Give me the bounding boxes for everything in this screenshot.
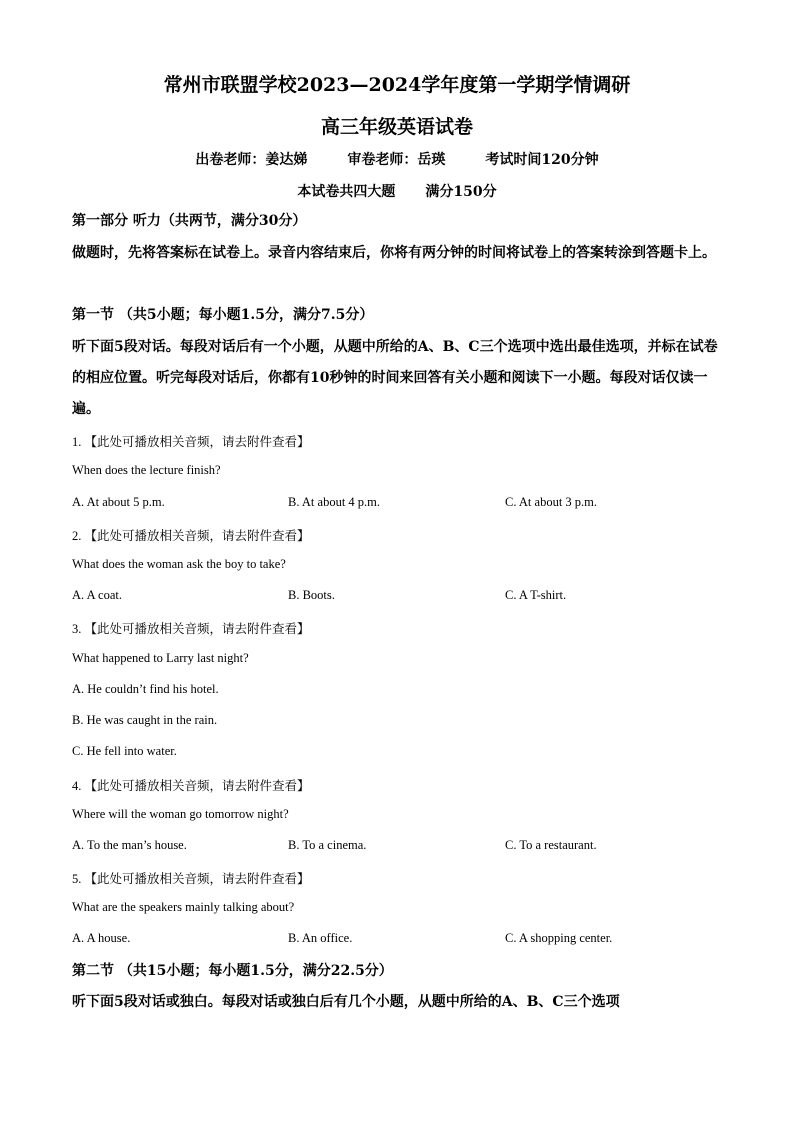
section2-instructions: 听下面5段对话或独白。每段对话或独白后有几个小题，从题中所给的A、B、C三个选项 — [72, 994, 620, 1010]
exam-time: 考试时间120分钟 — [485, 152, 599, 168]
exam-score: 满分150分 — [425, 184, 497, 200]
exam-structure: 本试卷共四大题 — [297, 184, 396, 200]
option-a: A. A coat. — [72, 588, 122, 602]
question-text: What happened to Larry last night? — [72, 651, 249, 665]
option-a: A. He couldn’t find his hotel. — [72, 682, 219, 696]
option-a: A. At about 5 p.m. — [72, 495, 165, 509]
exam-setter: 出卷老师：姜达娣 — [195, 152, 308, 168]
question-audio[interactable]: 5. 【此处可播放相关音频，请去附件查看】 — [72, 872, 310, 886]
exam-subtitle: 高三年级英语试卷 — [320, 116, 473, 138]
question-text: When does the lecture finish? — [72, 463, 221, 477]
question-text: What does the woman ask the boy to take? — [72, 557, 286, 571]
option-a: A. A house. — [72, 931, 131, 945]
option-c: C. At about 3 p.m. — [505, 495, 598, 509]
option-c: C. A shopping center. — [505, 931, 613, 945]
option-b: B. Boots. — [288, 588, 335, 602]
exam-title: 常州市联盟学校2023—2024学年度第一学期学情调研 — [163, 74, 631, 96]
exam-reviewer: 审卷老师：岳瑛 — [347, 152, 446, 168]
part1-instructions: 做题时，先将答案标在试卷上。录音内容结束后，你将有两分钟的时间将试卷上的答案转涂到答题卡上。 — [72, 245, 716, 261]
question-audio[interactable]: 1. 【此处可播放相关音频，请去附件查看】 — [72, 435, 310, 449]
question-text: Where will the woman go tomorrow night? — [72, 807, 289, 821]
question-text: What are the speakers mainly talking about? — [72, 900, 295, 914]
option-c: C. To a restaurant. — [505, 838, 597, 852]
question-audio[interactable]: 4. 【此处可播放相关音频，请去附件查看】 — [72, 779, 310, 793]
exam-meta-line-2 — [0, 181, 794, 201]
section1-instructions: 听下面5段对话。每段对话后有一个小题，从题中所给的A、B、C三个选项中选出最佳选项，并标在试卷的相应位置。听完每段对话后，你都有10秒钟的时间来回答有关小题和阅读下一小题。每段对话仅读一遍。 — [72, 339, 718, 417]
exam-meta-line — [0, 149, 794, 169]
option-c: C. A T-shirt. — [505, 588, 567, 602]
option-a: A. To the man’s house. — [72, 838, 187, 852]
option-b: B. An office. — [288, 931, 353, 945]
section2-heading: 第二节 （共15小题；每小题1.5分，满分22.5分） — [72, 963, 393, 979]
option-b: B. To a cinema. — [288, 838, 367, 852]
question-audio[interactable]: 2. 【此处可播放相关音频，请去附件查看】 — [72, 529, 310, 543]
option-b: B. At about 4 p.m. — [288, 495, 381, 509]
part1-heading: 第一部分 听力（共两节，满分30分） — [72, 213, 307, 229]
question-audio[interactable]: 3. 【此处可播放相关音频，请去附件查看】 — [72, 622, 310, 636]
section1-heading: 第一节 （共5小题；每小题1.5分，满分7.5分） — [72, 307, 374, 323]
option-b: B. He was caught in the rain. — [72, 713, 218, 727]
option-c: C. He fell into water. — [72, 744, 177, 758]
